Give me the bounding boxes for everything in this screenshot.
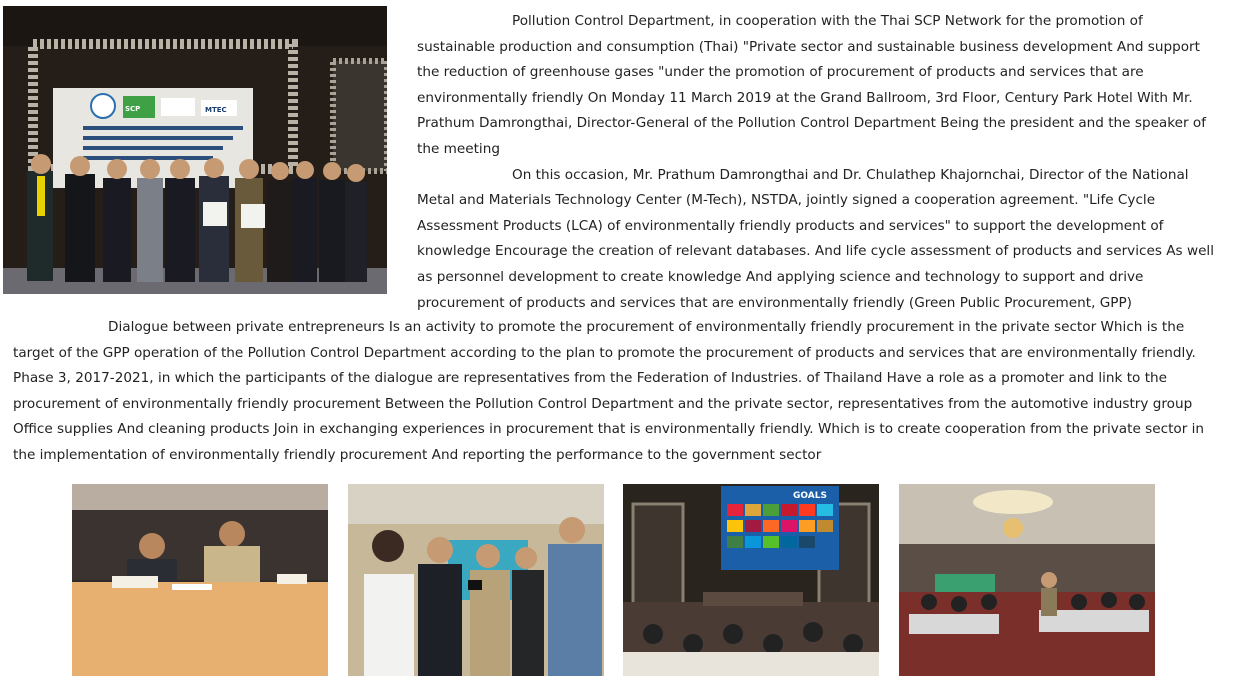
ballroom-audience-photo xyxy=(899,484,1155,676)
intro-text xyxy=(417,9,1220,316)
stage-logo-scp: SCP xyxy=(125,105,141,113)
dialogue-paragraph: Dialogue between private entrepreneurs Is an activity to promote the procurement of environmentally friendly procurement in the private sector Which is the target of the GPP operation of the Pollution Control Department according to the plan to promote the procurement of products and services that are environmentally friendly. Phase 3, 2017-2021, in which the participants of the dialogue are representatives from the Federation of Industries. of Thailand Have a role as a promoter and link to the procurement of environmentally friendly procurement Between the Pollution Control Department and the private sector, representatives from the automotive industry group Office supplies And cleaning products Join in exchanging experiences in procurement that is environmentally friendly. Which is to create cooperation from the private sector in the implementation of environmentally friendly procurement And reporting the performance to the government sector xyxy=(13,319,1205,463)
dialogue-text xyxy=(13,315,1225,469)
screen-title: GOALS xyxy=(793,491,827,501)
stage-logo-mtec: MTEC xyxy=(205,106,227,114)
intro-paragraph-1: Pollution Control Department, in cooperation with the Thai SCP Network for the promotion of sustainable production and consumption (Thai) "Private sector and sustainable business development And support the reduction of greenhouse gases "under the promotion of procurement of products and services that are environmentally friendly On Monday 11 March 2019 at the Grand Ballroom, 3rd Floor, Century Park Hotel With Mr. Prathum Damrongthai, Director-General of the Pollution Control Department Being the president and the speaker of the meeting xyxy=(417,13,1207,157)
intro-paragraph-2: On this occasion, Mr. Prathum Damrongthai and Dr. Chulathep Khajornchai, Director of the National Metal and Materials Technology Center (M-Tech), NSTDA, jointly signed a cooperation agreement. "Life Cycle Assessment Products (LCA) of environmentally friendly products and services" to support the development of knowledge Encourage the creation of relevant databases. And life cycle assessment of products and services As well as personnel development to create knowledge And applying science and technology to support and drive procurement of products and services that are environmentally friendly (Green Public Procurement, GPP) xyxy=(417,166,1214,311)
panel-discussion-photo xyxy=(623,484,879,676)
signing-table-photo xyxy=(72,484,328,676)
press-interview-photo xyxy=(348,484,604,676)
ceremony-photo xyxy=(3,6,387,294)
